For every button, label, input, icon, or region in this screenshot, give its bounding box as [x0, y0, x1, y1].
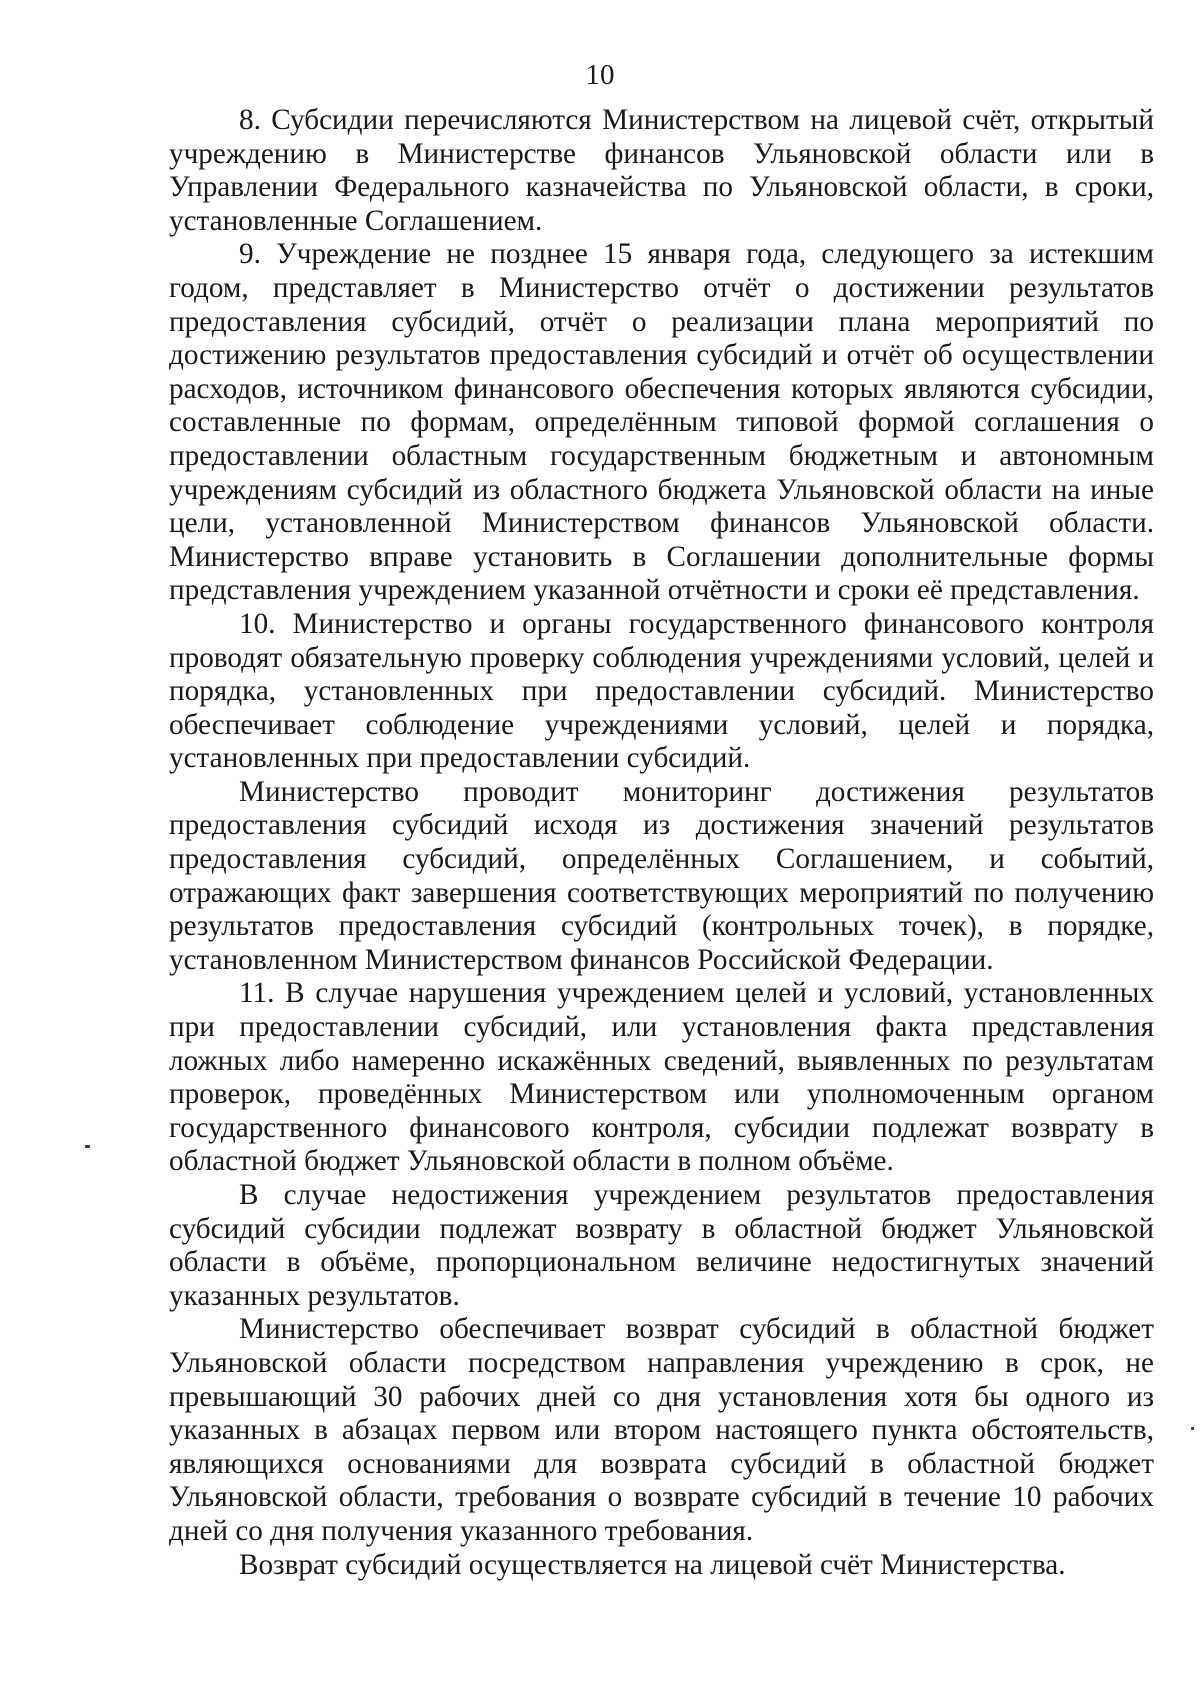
paragraph-item-8: 8. Субсидии перечисляются Министерством на лицевой счёт, открытый учреждению в Министерстве финансов Ульяновской области или в Управлении Федерального казначейства по Ульяновской области, в сроки, установленные Соглашением. [169, 104, 1154, 237]
page-number: 10 [585, 59, 615, 91]
paragraph-item-11: 11. В случае нарушения учреждением целей и условий, установленных при предоставлении субсидий, или установления факта представления ложных либо намеренно искажённых сведений, выявленных по результатам проверок, проведённых Министерством или уполномоченным органом государственного финансового контроля, субсидии подлежат возврату в областной бюджет Ульяновской области в полном объёме. [169, 977, 1154, 1178]
paragraph-item-9: 9. Учреждение не позднее 15 января года, следующего за истекшим годом, представляет в Министерство отчёт о достижении результатов предоставления субсидий, отчёт о реализации плана мероприятий по достижению результатов предоставления субсидий и отчёт об осуществлении расходов, источником финансового обеспечения которых являются субсидии, составленные по формам, определённым типовой формой соглашения о предоставлении областным государственным бюджетным и автономным учреждениям субсидий из областного бюджета Ульяновской области на иные цели, установленной Министерством финансов Ульяновской области. Министерство вправе установить в Соглашении дополнительные формы представления учреждением указанной отчётности и сроки её представления. [169, 238, 1154, 607]
scan-speck [1191, 1427, 1194, 1430]
paragraph-return-procedure: Министерство обеспечивает возврат субсидий в областной бюджет Ульяновской области посредством направления учреждению в срок, не превышающий 30 рабочих дней со дня установления хотя бы одного из указанных в абзацах первом или втором настоящего пункта обстоятельств, являющихся основаниями для возврата субсидий в областной бюджет Ульяновской области, требования о возврате субсидий в течение 10 рабочих дней со дня получения указанного требования. [169, 1313, 1154, 1547]
paragraph-return-account: Возврат субсидий осуществляется на лицевой счёт Министерства. [239, 1548, 1066, 1581]
paragraph-monitoring: Министерство проводит мониторинг достижения результатов предоставления субсидий исходя из достижения значений результатов предоставления субсидий, определённых Соглашением, и событий, отражающих факт завершения соответствующих мероприятий по получению результатов предоставления субсидий (контрольных точек), в порядке, установленном Министерством финансов Российской Федерации. [169, 775, 1154, 976]
document-body [169, 104, 1154, 1582]
scan-speck [85, 1145, 90, 1148]
paragraph-item-10: 10. Министерство и органы государственного финансового контроля проводят обязательную проверку соблюдения учреждениями условий, целей и порядка, установленных при предоставлении субсидий. Министерство обеспечивает соблюдение учреждениями условий, целей и порядка, установленных при предоставлении субсидий. [169, 607, 1154, 775]
paragraph-non-achievement: В случае недостижения учреждением результатов предоставления субсидий субсидии подлежат возврату в областной бюджет Ульяновской области в объёме, пропорциональном величине недостигнутых значений указанных результатов. [169, 1179, 1154, 1312]
